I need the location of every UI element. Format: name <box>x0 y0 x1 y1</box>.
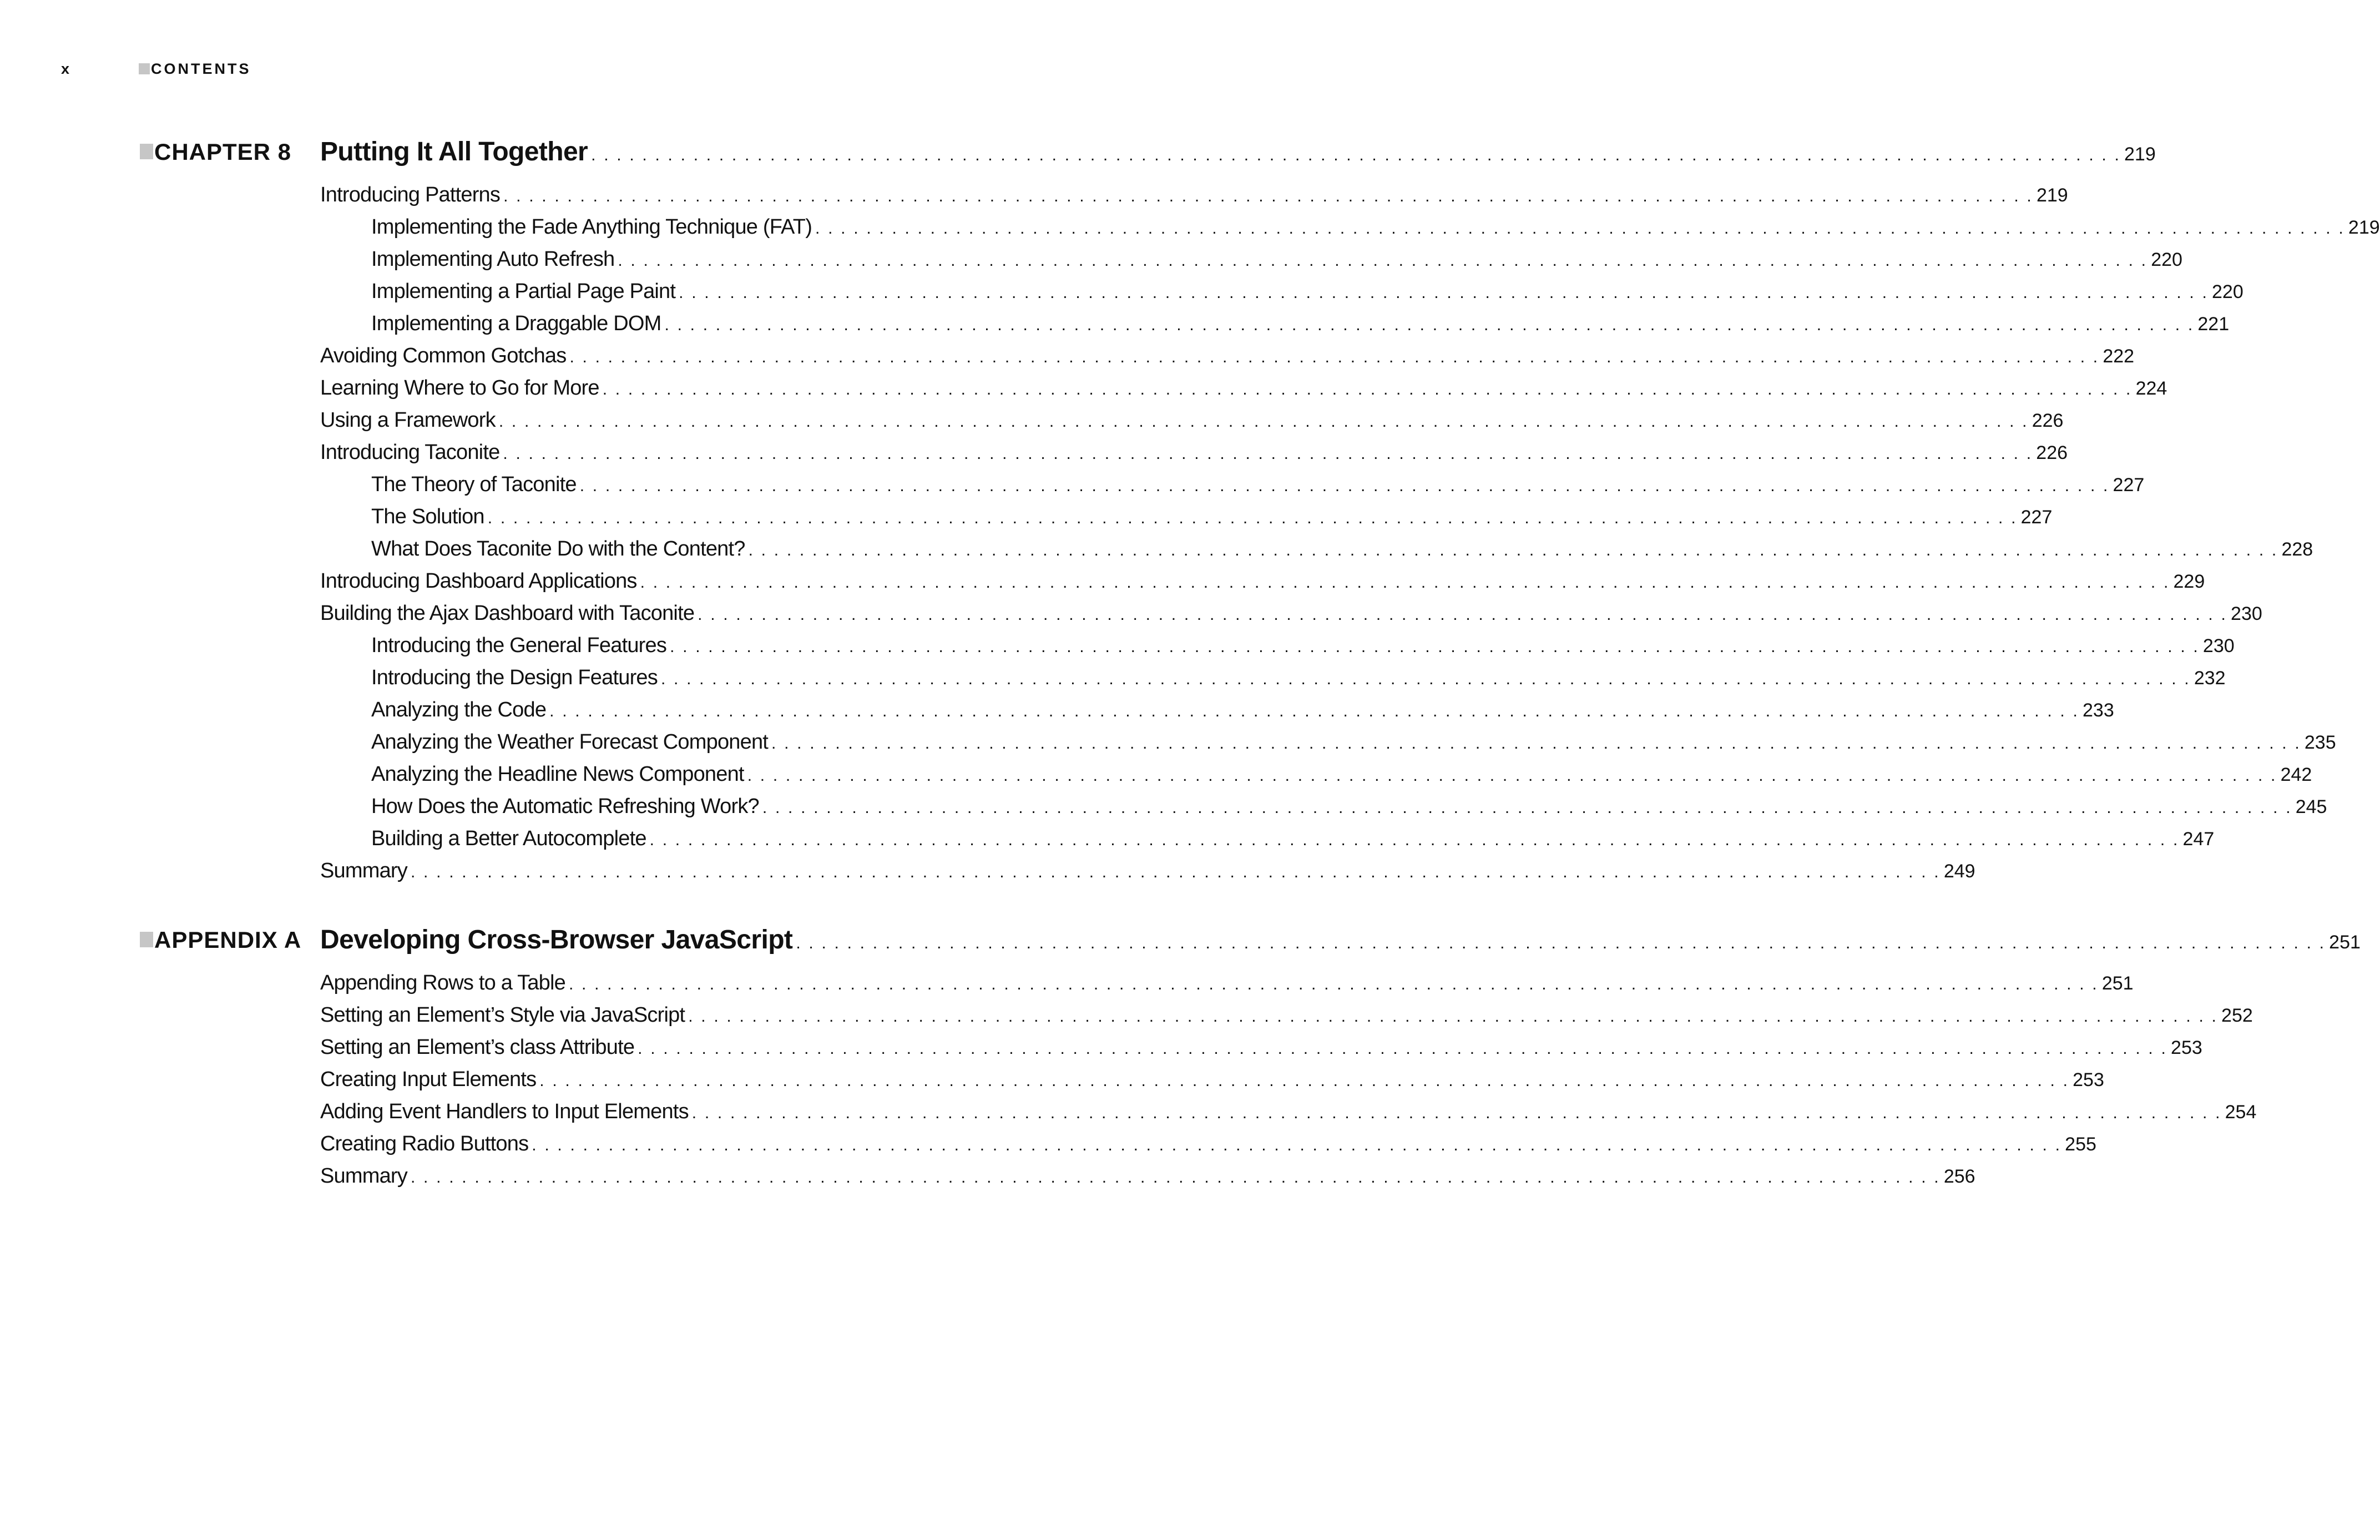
toc-entry-page-number: 230 <box>2231 603 2262 624</box>
dot-leader: . . . . . . . . . . . . . . . . . . . . . . . . . . . . . . . . . . . . . . . . . . . . . . . . . . . . . . . . . . . . . . . . . . . . . . . . . . . . . . . . . . . . . . . . . . . . . . . . . . . . . . . . . . . . . . . . . . . . . . . . <box>649 831 2180 849</box>
dot-leader: . . . . . . . . . . . . . . . . . . . . . . . . . . . . . . . . . . . . . . . . . . . . . . . . . . . . . . . . . . . . . . . . . . . . . . . . . . . . . . . . . . . . . . . . . . . . . . . . . . . . . . . . . . . . . . . . . . . . . . . . <box>660 670 2191 688</box>
section-title: Developing Cross-Browser JavaScript <box>320 925 793 955</box>
toc-entry-title: Analyzing the Code <box>371 698 547 721</box>
toc-entry-list <box>320 179 2380 887</box>
section-label-text: APPENDIX A <box>154 927 302 953</box>
toc-entry-page-number: 227 <box>2020 507 2053 528</box>
dot-leader: . . . . . . . . . . . . . . . . . . . . . . . . . . . . . . . . . . . . . . . . . . . . . . . . . . . . . . . . . . . . . . . . . . . . . . . . . . . . . . . . . . . . . . . . . . . . . . . . . . . . . . . . . . . . . . . . . . . . . . . . <box>503 445 2033 463</box>
toc-entry-page-number: 230 <box>2202 635 2235 657</box>
section-heading-row[interactable] <box>320 923 2361 957</box>
toc-entry-page-number: 256 <box>1943 1166 1975 1187</box>
toc-entry-page-number: 226 <box>2032 410 2064 431</box>
dot-leader: . . . . . . . . . . . . . . . . . . . . . . . . . . . . . . . . . . . . . . . . . . . . . . . . . . . . . . . . . . . . . . . . . . . . . . . . . . . . . . . . . . . . . . . . . . . . . . . . . . . . . . . . . . . . . . . . . . . . . . . . <box>410 863 1941 881</box>
toc-entry[interactable] <box>320 694 2114 726</box>
toc-entry-page-number: 242 <box>2280 764 2312 785</box>
toc-entry-page-number: 219 <box>2036 185 2068 206</box>
toc-entry-title: Creating Radio Buttons <box>320 1132 529 1155</box>
toc-entry-title: Implementing a Draggable DOM <box>371 312 661 335</box>
toc-entry-title: Summary <box>320 1164 407 1188</box>
toc-entry-page-number: 227 <box>2113 474 2145 496</box>
toc-entry[interactable] <box>320 404 2064 436</box>
toc-entry-title: Implementing Auto Refresh <box>371 248 615 271</box>
toc-entry-title: Appending Rows to a Table <box>320 971 565 994</box>
toc-entry-title: The Theory of Taconite <box>371 473 577 496</box>
toc-entry-page-number: 220 <box>2212 281 2243 302</box>
toc-entry-title: Introducing the General Features <box>371 634 667 657</box>
toc-section-chapter-8 <box>140 135 2380 901</box>
section-page-number: 251 <box>2329 932 2361 953</box>
toc-entry-page-number: 224 <box>2135 378 2167 399</box>
dot-leader: . . . . . . . . . . . . . . . . . . . . . . . . . . . . . . . . . . . . . . . . . . . . . . . . . . . . . . . . . . . . . . . . . . . . . . . . . . . . . . . . . . . . . . . . . . . . . . . . . . . . . . . . . . . . . . . . . . . . . . . . <box>498 412 2029 431</box>
dot-leader: . . . . . . . . . . . . . . . . . . . . . . . . . . . . . . . . . . . . . . . . . . . . . . . . . . . . . . . . . . . . . . . . . . . . . . . . . . . . . . . . . . . . . . . . . . . . . . . . . . . . . . . . . . . . . . . . . . . . . . . . <box>549 702 2080 720</box>
toc-entry-title: Building the Ajax Dashboard with Taconite <box>320 602 695 625</box>
toc-entry[interactable] <box>320 243 2182 275</box>
dot-leader: . . . . . . . . . . . . . . . . . . . . . . . . . . . . . . . . . . . . . . . . . . . . . . . . . . . . . . . . . . . . . . . . . . . . . . . . . . . . . . . . . . . . . . . . . . . . . . . . . . . . . . . . . . . . . . . . . . . . . . . . <box>762 799 2292 817</box>
toc-entry[interactable] <box>320 629 2235 662</box>
toc-entry-page-number: 219 <box>2348 217 2380 238</box>
toc-entry-page-number: 251 <box>2101 973 2134 994</box>
dot-leader: . . . . . . . . . . . . . . . . . . . . . . . . . . . . . . . . . . . . . . . . . . . . . . . . . . . . . . . . . . . . . . . . . . . . . . . . . . . . . . . . . . . . . . . . . . . . . . . . . . . . . . . . . . . . . . . . . . . . . . . . <box>638 1039 2168 1058</box>
dot-leader: . . . . . . . . . . . . . . . . . . . . . . . . . . . . . . . . . . . . . . . . . . . . . . . . . . . . . . . . . . . . . . . . . . . . . . . . . . . . . . . . . . . . . . . . . . . . . . . . . . . . . . . . . . . . . . . . . . . . . . . . <box>679 284 2209 302</box>
toc-entry-title: Avoiding Common Gotchas <box>320 344 567 367</box>
toc-entry[interactable] <box>320 179 2068 211</box>
dot-leader: . . . . . . . . . . . . . . . . . . . . . . . . . . . . . . . . . . . . . . . . . . . . . . . . . . . . . . . . . . . . . . . . . . . . . . . . . . . . . . . . . . . . . . . . . . . . . . . . . . . . . . . . . . . . . . . . . . . . . . . . <box>503 187 2033 205</box>
toc-entry-page-number: 247 <box>2182 829 2215 850</box>
running-header <box>61 58 394 80</box>
toc-entry-page-number: 245 <box>2295 796 2327 817</box>
toc-entry[interactable] <box>320 501 2053 533</box>
square-bullet-icon <box>140 932 153 947</box>
section-label <box>140 135 291 169</box>
section-heading-row[interactable] <box>320 135 2156 169</box>
toc-entry[interactable] <box>320 340 2135 372</box>
toc-entry[interactable] <box>320 533 2313 565</box>
section-title: Putting It All Together <box>320 137 588 166</box>
toc-entry-title: Adding Event Handlers to Input Elements <box>320 1100 689 1123</box>
toc-entry[interactable] <box>320 967 2134 999</box>
toc-entry[interactable] <box>320 1128 2096 1160</box>
toc-entry-title: Introducing the Design Features <box>371 666 658 689</box>
toc-entry-title: The Solution <box>371 505 484 528</box>
square-bullet-icon <box>139 63 150 74</box>
dot-leader: . . . . . . . . . . . . . . . . . . . . . . . . . . . . . . . . . . . . . . . . . . . . . . . . . . . . . . . . . . . . . . . . . . . . . . . . . . . . . . . . . . . . . . . . . . . . . . . . . . . . . . . . . . . . . . . . . . . . . . . . <box>796 934 2326 952</box>
toc-entry-title: What Does Taconite Do with the Content? <box>371 537 745 561</box>
toc-entry-title: Introducing Patterns <box>320 183 501 206</box>
dot-leader: . . . . . . . . . . . . . . . . . . . . . . . . . . . . . . . . . . . . . . . . . . . . . . . . . . . . . . . . . . . . . . . . . . . . . . . . . . . . . . . . . . . . . . . . . . . . . . . . . . . . . . . . . . . . . . . . . . . . . . . . <box>602 380 2133 398</box>
toc-entry-title: Summary <box>320 859 407 882</box>
toc-entry-title: Setting an Element’s class Attribute <box>320 1036 635 1059</box>
toc-entry-title: Implementing the Fade Anything Technique (FAT) <box>371 215 812 239</box>
toc-entry-title: Building a Better Autocomplete <box>371 827 646 850</box>
dot-leader: . . . . . . . . . . . . . . . . . . . . . . . . . . . . . . . . . . . . . . . . . . . . . . . . . . . . . . . . . . . . . . . . . . . . . . . . . . . . . . . . . . . . . . . . . . . . . . . . . . . . . . . . . . . . . . . . . . . . . . . . <box>670 638 2200 656</box>
dot-leader: . . . . . . . . . . . . . . . . . . . . . . . . . . . . . . . . . . . . . . . . . . . . . . . . . . . . . . . . . . . . . . . . . . . . . . . . . . . . . . . . . . . . . . . . . . . . . . . . . . . . . . . . . . . . . . . . . . . . . . . . <box>640 573 2170 592</box>
toc-entry-page-number: 221 <box>2197 314 2230 335</box>
toc-entry-page-number: 249 <box>1943 861 1975 882</box>
dot-leader: . . . . . . . . . . . . . . . . . . . . . . . . . . . . . . . . . . . . . . . . . . . . . . . . . . . . . . . . . . . . . . . . . . . . . . . . . . . . . . . . . . . . . . . . . . . . . . . . . . . . . . . . . . . . . . . . . . . . . . . . <box>579 477 2110 495</box>
toc-entry-page-number: 253 <box>2171 1037 2202 1058</box>
toc-entry[interactable] <box>320 1160 1975 1192</box>
toc-entry-page-number: 252 <box>2221 1005 2253 1026</box>
toc-entry-title: Creating Input Elements <box>320 1068 537 1091</box>
dot-leader: . . . . . . . . . . . . . . . . . . . . . . . . . . . . . . . . . . . . . . . . . . . . . . . . . . . . . . . . . . . . . . . . . . . . . . . . . . . . . . . . . . . . . . . . . . . . . . . . . . . . . . . . . . . . . . . . . . . . . . . . <box>691 1104 2222 1122</box>
toc-entry-title: Introducing Dashboard Applications <box>320 569 637 593</box>
dot-leader: . . . . . . . . . . . . . . . . . . . . . . . . . . . . . . . . . . . . . . . . . . . . . . . . . . . . . . . . . . . . . . . . . . . . . . . . . . . . . . . . . . . . . . . . . . . . . . . . . . . . . . . . . . . . . . . . . . . . . . . . <box>410 1168 1941 1186</box>
toc-entry-page-number: 220 <box>2151 249 2182 270</box>
toc-entry-title: Analyzing the Weather Forecast Component <box>371 730 769 754</box>
dot-leader: . . . . . . . . . . . . . . . . . . . . . . . . . . . . . . . . . . . . . . . . . . . . . . . . . . . . . . . . . . . . . . . . . . . . . . . . . . . . . . . . . . . . . . . . . . . . . . . . . . . . . . . . . . . . . . . . . . . . . . . . <box>532 1136 2062 1154</box>
dot-leader: . . . . . . . . . . . . . . . . . . . . . . . . . . . . . . . . . . . . . . . . . . . . . . . . . . . . . . . . . . . . . . . . . . . . . . . . . . . . . . . . . . . . . . . . . . . . . . . . . . . . . . . . . . . . . . . . . . . . . . . . <box>747 766 2277 785</box>
dot-leader: . . . . . . . . . . . . . . . . . . . . . . . . . . . . . . . . . . . . . . . . . . . . . . . . . . . . . . . . . . . . . . . . . . . . . . . . . . . . . . . . . . . . . . . . . . . . . . . . . . . . . . . . . . . . . . . . . . . . . . . . <box>539 1072 2070 1090</box>
dot-leader: . . . . . . . . . . . . . . . . . . . . . . . . . . . . . . . . . . . . . . . . . . . . . . . . . . . . . . . . . . . . . . . . . . . . . . . . . . . . . . . . . . . . . . . . . . . . . . . . . . . . . . . . . . . . . . . . . . . . . . . . <box>569 348 2100 366</box>
toc-entry-title: Using a Framework <box>320 408 496 432</box>
section-label <box>140 923 301 957</box>
toc-entry-title: Setting an Element’s Style via JavaScript <box>320 1003 685 1027</box>
toc-entry[interactable] <box>320 307 2230 340</box>
toc-entry-title: Learning Where to Go for More <box>320 376 599 400</box>
section-page-number: 219 <box>2124 144 2156 165</box>
toc-entry[interactable] <box>320 726 2336 758</box>
toc-entry[interactable] <box>320 1031 2202 1063</box>
toc-entry[interactable] <box>320 999 2253 1031</box>
dot-leader: . . . . . . . . . . . . . . . . . . . . . . . . . . . . . . . . . . . . . . . . . . . . . . . . . . . . . . . . . . . . . . . . . . . . . . . . . . . . . . . . . . . . . . . . . . . . . . . . . . . . . . . . . . . . . . . . . . . . . . . . <box>487 509 2018 527</box>
toc-entry-page-number: 229 <box>2173 571 2205 592</box>
square-bullet-icon <box>140 144 153 159</box>
toc-entry-title: How Does the Automatic Refreshing Work? <box>371 795 759 818</box>
toc-entry-page-number: 232 <box>2194 668 2226 689</box>
toc-entry-title: Introducing Taconite <box>320 441 500 464</box>
dot-leader: . . . . . . . . . . . . . . . . . . . . . . . . . . . . . . . . . . . . . . . . . . . . . . . . . . . . . . . . . . . . . . . . . . . . . . . . . . . . . . . . . . . . . . . . . . . . . . . . . . . . . . . . . . . . . . . . . . . . . . . . <box>771 734 2301 753</box>
dot-leader: . . . . . . . . . . . . . . . . . . . . . . . . . . . . . . . . . . . . . . . . . . . . . . . . . . . . . . . . . . . . . . . . . . . . . . . . . . . . . . . . . . . . . . . . . . . . . . . . . . . . . . . . . . . . . . . . . . . . . . . . <box>688 1007 2219 1026</box>
dot-leader: . . . . . . . . . . . . . . . . . . . . . . . . . . . . . . . . . . . . . . . . . . . . . . . . . . . . . . . . . . . . . . . . . . . . . . . . . . . . . . . . . . . . . . . . . . . . . . . . . . . . . . . . . . . . . . . . . . . . . . . . <box>568 975 2099 993</box>
toc-entry-page-number: 222 <box>2103 346 2135 367</box>
toc-entry-page-number: 226 <box>2036 442 2068 463</box>
dot-leader: . . . . . . . . . . . . . . . . . . . . . . . . . . . . . . . . . . . . . . . . . . . . . . . . . . . . . . . . . . . . . . . . . . . . . . . . . . . . . . . . . . . . . . . . . . . . . . . . . . . . . . . . . . . . . . . . . . . . . . . . <box>748 541 2278 559</box>
toc-entry[interactable] <box>320 758 2312 790</box>
toc-entry[interactable] <box>320 211 2380 243</box>
toc-entry[interactable] <box>320 597 2262 629</box>
toc-entry[interactable] <box>320 372 2167 404</box>
toc-entry-page-number: 255 <box>2065 1134 2096 1155</box>
dot-leader: . . . . . . . . . . . . . . . . . . . . . . . . . . . . . . . . . . . . . . . . . . . . . . . . . . . . . . . . . . . . . . . . . . . . . . . . . . . . . . . . . . . . . . . . . . . . . . . . . . . . . . . . . . . . . . . . . . . . . . . . <box>591 146 2121 164</box>
toc-entry-page-number: 235 <box>2304 732 2336 753</box>
toc-entry[interactable] <box>320 1063 2104 1095</box>
page-number: x <box>61 60 70 77</box>
toc-entry[interactable] <box>320 855 1975 887</box>
running-title-text: CONTENTS <box>151 60 251 77</box>
toc-entry[interactable] <box>320 468 2145 501</box>
toc-entry[interactable] <box>320 565 2205 597</box>
toc-entry-list <box>320 967 2257 1192</box>
dot-leader: . . . . . . . . . . . . . . . . . . . . . . . . . . . . . . . . . . . . . . . . . . . . . . . . . . . . . . . . . . . . . . . . . . . . . . . . . . . . . . . . . . . . . . . . . . . . . . . . . . . . . . . . . . . . . . . . . . . . . . . . <box>664 316 2195 334</box>
toc-entry-page-number: 228 <box>2281 539 2313 560</box>
toc-entry[interactable] <box>320 662 2226 694</box>
toc-entry-title: Implementing a Partial Page Paint <box>371 280 676 303</box>
section-label-text: CHAPTER 8 <box>154 139 292 165</box>
dot-leader: . . . . . . . . . . . . . . . . . . . . . . . . . . . . . . . . . . . . . . . . . . . . . . . . . . . . . . . . . . . . . . . . . . . . . . . . . . . . . . . . . . . . . . . . . . . . . . . . . . . . . . . . . . . . . . . . . . . . . . . . <box>618 251 2148 270</box>
toc-entry-title: Analyzing the Headline News Component <box>371 763 744 786</box>
toc-entry[interactable] <box>320 790 2327 822</box>
toc-entry[interactable] <box>320 822 2215 855</box>
toc-entry[interactable] <box>320 436 2068 468</box>
toc-entry[interactable] <box>320 1095 2257 1128</box>
toc-entry-page-number: 233 <box>2083 700 2114 721</box>
toc-entry-page-number: 253 <box>2073 1069 2104 1090</box>
toc-entry-page-number: 254 <box>2225 1102 2257 1123</box>
dot-leader: . . . . . . . . . . . . . . . . . . . . . . . . . . . . . . . . . . . . . . . . . . . . . . . . . . . . . . . . . . . . . . . . . . . . . . . . . . . . . . . . . . . . . . . . . . . . . . . . . . . . . . . . . . . . . . . . . . . . . . . . <box>815 219 2345 238</box>
toc-entry[interactable] <box>320 275 2243 307</box>
running-title <box>139 58 251 80</box>
dot-leader: . . . . . . . . . . . . . . . . . . . . . . . . . . . . . . . . . . . . . . . . . . . . . . . . . . . . . . . . . . . . . . . . . . . . . . . . . . . . . . . . . . . . . . . . . . . . . . . . . . . . . . . . . . . . . . . . . . . . . . . . <box>698 605 2228 624</box>
toc-section-appendix-a <box>140 923 2361 1212</box>
